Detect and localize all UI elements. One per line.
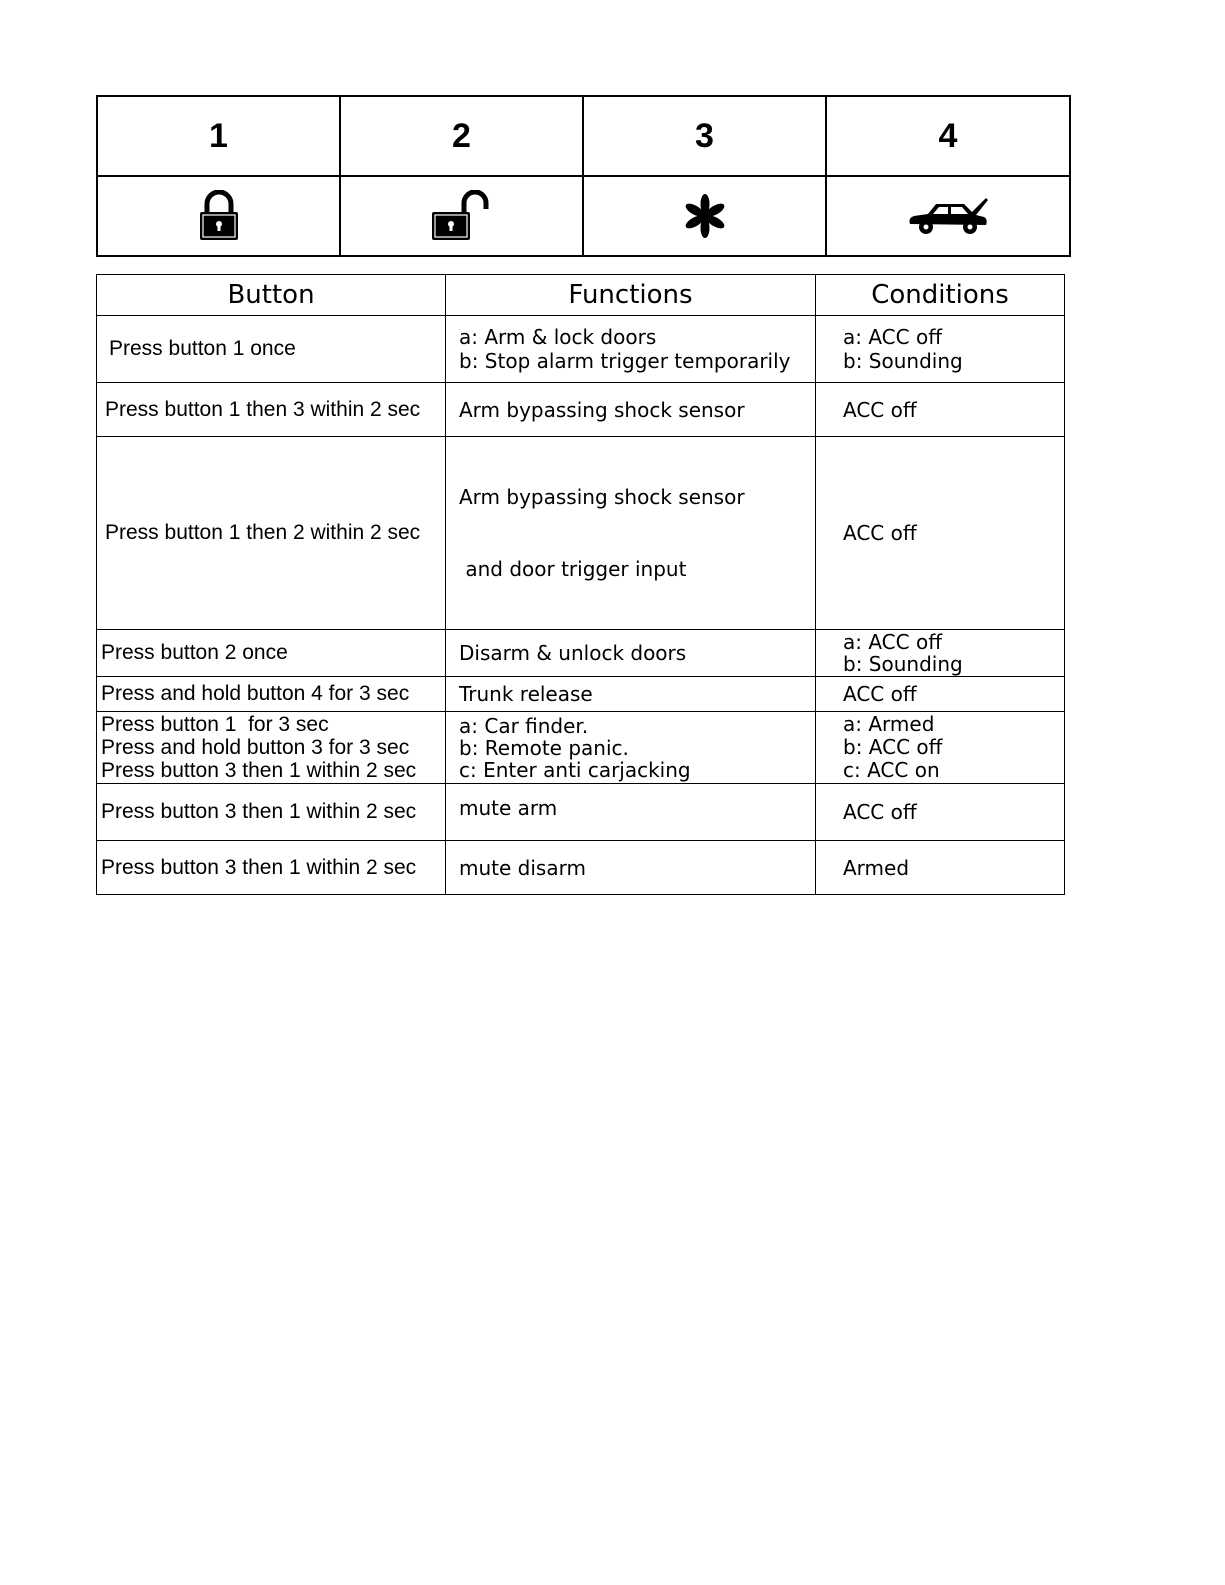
- function-text: b: Stop alarm trigger temporarily: [459, 349, 791, 373]
- functions-cell: [446, 383, 816, 437]
- button-icon-cell-2: [340, 176, 583, 256]
- conditions-cell: [816, 316, 1065, 383]
- lock-open-icon: [430, 190, 494, 242]
- button-text: Press and hold button 4 for 3 sec: [101, 682, 410, 705]
- conditions-cell: [816, 784, 1065, 841]
- button-text: Press button 2 once: [101, 641, 288, 664]
- table-row: [97, 383, 1065, 437]
- button-text: Press button 1 then 3 within 2 sec: [105, 397, 421, 421]
- button-icon-cell-1: [97, 176, 340, 256]
- button-icon-cell-3: [583, 176, 826, 256]
- button-text: Press button 3 then 1 within 2 sec: [101, 855, 417, 879]
- conditions-cell: [816, 677, 1065, 712]
- condition-text: c: ACC on: [843, 758, 940, 782]
- button-number-2: 2: [340, 96, 583, 176]
- function-text: mute arm: [459, 796, 558, 820]
- functions-cell: [446, 841, 816, 895]
- header-button: Button: [97, 275, 446, 316]
- function-text: c: Enter anti carjacking: [459, 757, 691, 782]
- condition-text: a: ACC off: [843, 325, 942, 349]
- asterisk-icon: [682, 193, 728, 239]
- button-cell: [97, 383, 446, 437]
- button-number-4: 4: [826, 96, 1070, 176]
- function-text: b: Remote panic.: [459, 735, 629, 760]
- function-text: Disarm & unlock doors: [459, 641, 687, 665]
- function-text: Trunk release: [459, 682, 593, 706]
- remote-button-legend: [96, 95, 1071, 257]
- button-cell: [97, 630, 446, 677]
- conditions-cell: [816, 630, 1065, 677]
- button-cell: [97, 712, 446, 784]
- functions-cell: [446, 677, 816, 712]
- conditions-cell: [816, 383, 1065, 437]
- function-text: Arm bypassing shock sensor: [459, 485, 745, 509]
- table-row: [97, 784, 1065, 841]
- condition-text: ACC off: [843, 397, 917, 422]
- conditions-cell: [816, 437, 1065, 630]
- condition-text: ACC off: [843, 800, 917, 824]
- button-icon-cell-4: [826, 176, 1070, 256]
- functions-cell: [446, 437, 816, 630]
- function-table: [96, 274, 1065, 895]
- condition-text: ACC off: [843, 521, 917, 545]
- conditions-cell: [816, 712, 1065, 784]
- function-text: and door trigger input: [459, 557, 687, 581]
- condition-text: b: Sounding: [843, 652, 963, 676]
- table-row: [97, 677, 1065, 712]
- table-row: [97, 437, 1065, 630]
- table-header-row: [97, 275, 1065, 316]
- button-text: Press button 3 then 1 within 2 sec: [101, 759, 417, 782]
- function-text: Arm bypassing shock sensor: [459, 397, 745, 422]
- button-cell: [97, 784, 446, 841]
- functions-cell: [446, 712, 816, 784]
- table-row: [97, 712, 1065, 784]
- car-trunk-open-icon: [906, 194, 990, 238]
- functions-cell: [446, 316, 816, 383]
- condition-text: b: ACC off: [843, 735, 943, 759]
- button-number-3: 3: [583, 96, 826, 176]
- functions-cell: [446, 784, 816, 841]
- button-number-row: [97, 96, 1070, 176]
- button-cell: [97, 437, 446, 630]
- condition-text: b: Sounding: [843, 349, 963, 373]
- functions-cell: [446, 630, 816, 677]
- function-text: mute disarm: [459, 855, 586, 880]
- button-text: Press button 1 once: [109, 337, 296, 360]
- button-cell: [97, 677, 446, 712]
- function-text: a: Arm & lock doors: [459, 325, 657, 349]
- header-conditions: Conditions: [816, 275, 1065, 316]
- button-text: Press and hold button 3 for 3 sec: [101, 736, 410, 759]
- condition-text: a: ACC off: [843, 630, 942, 654]
- button-icon-row: [97, 176, 1070, 256]
- button-number-1: 1: [97, 96, 340, 176]
- button-text: Press button 1 for 3 sec: [101, 713, 329, 736]
- conditions-cell: [816, 841, 1065, 895]
- condition-text: a: Armed: [843, 712, 935, 736]
- condition-text: ACC off: [843, 682, 917, 706]
- button-text: Press button 1 then 2 within 2 sec: [105, 521, 421, 544]
- header-functions: Functions: [446, 275, 816, 316]
- function-text: a: Car finder.: [459, 713, 589, 738]
- button-text: Press button 3 then 1 within 2 sec: [101, 800, 417, 823]
- button-cell: [97, 316, 446, 383]
- button-cell: [97, 841, 446, 895]
- table-row: [97, 630, 1065, 677]
- table-row: [97, 316, 1065, 383]
- lock-closed-icon: [197, 190, 241, 242]
- table-row: [97, 841, 1065, 895]
- condition-text: Armed: [843, 855, 910, 880]
